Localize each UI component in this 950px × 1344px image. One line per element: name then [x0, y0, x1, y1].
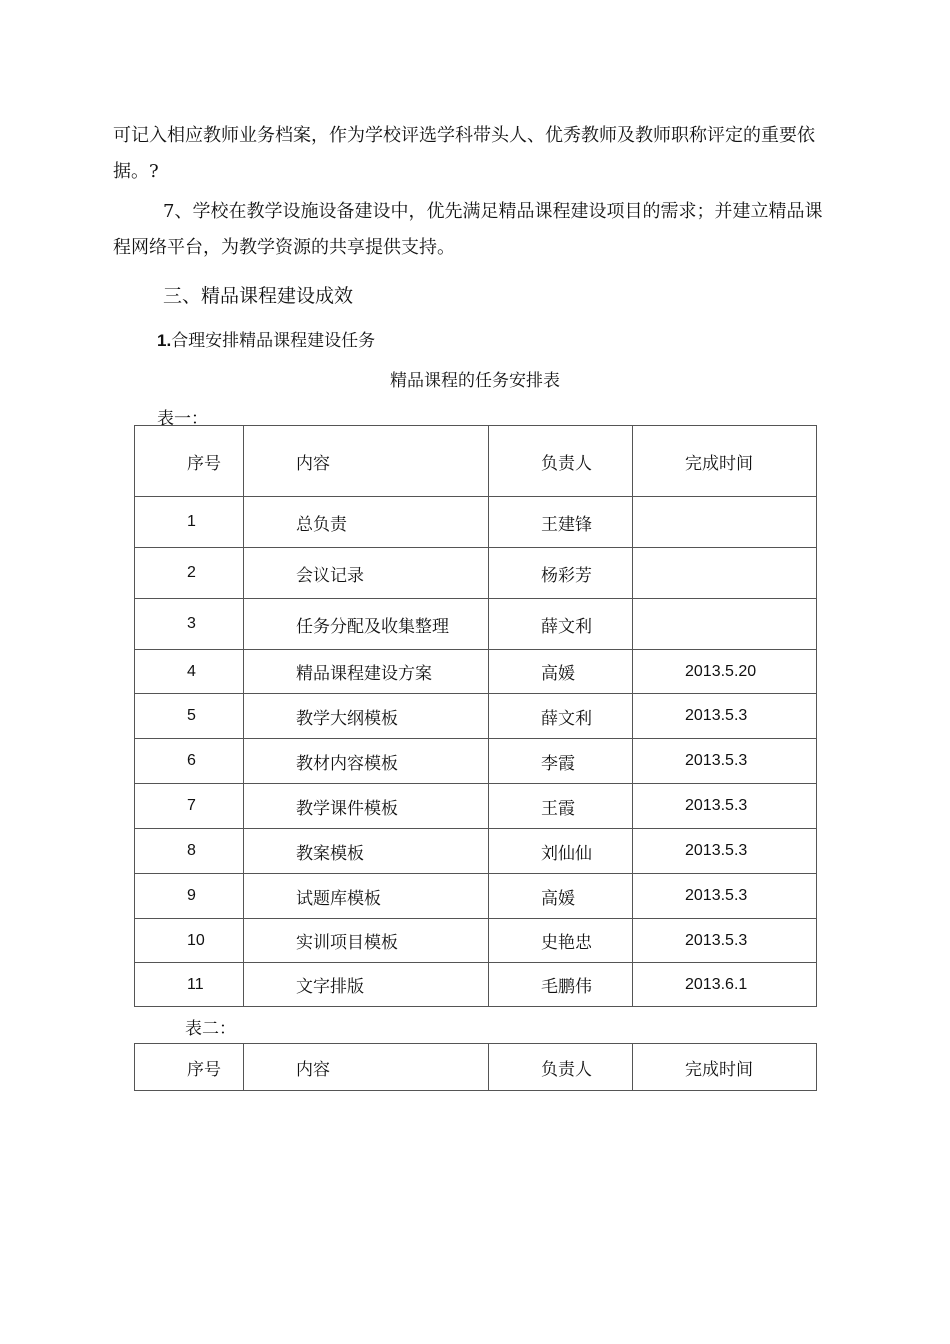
row-index-cell: 4 — [135, 650, 244, 694]
header-cell-index: 序号 — [135, 426, 244, 497]
row-index-cell: 7 — [135, 784, 244, 829]
row-content-cell: 试题库模板 — [244, 874, 489, 919]
table1-label: 表一： — [157, 409, 208, 429]
row-index-cell: 10 — [135, 919, 244, 963]
row-index-cell: 3 — [135, 599, 244, 650]
table-row — [135, 548, 817, 599]
row-index-cell: 9 — [135, 874, 244, 919]
row-content-cell: 实训项目模板 — [244, 919, 489, 963]
row-content-cell: 总负责 — [244, 497, 489, 548]
row-deadline-cell: 2013.5.3 — [633, 739, 817, 784]
table-header-row — [135, 426, 817, 497]
row-owner-cell: 王霞 — [489, 784, 633, 829]
table-caption: 精品课程的任务安排表 — [390, 371, 560, 391]
table-row — [135, 739, 817, 784]
row-index-cell: 6 — [135, 739, 244, 784]
row-content-cell: 教材内容模板 — [244, 739, 489, 784]
table-row — [135, 919, 817, 963]
table-row — [135, 650, 817, 694]
task-table-2 — [134, 1043, 817, 1091]
header-cell-index: 序号 — [135, 1044, 244, 1091]
row-owner-cell: 刘仙仙 — [489, 829, 633, 874]
row-content-cell: 会议记录 — [244, 548, 489, 599]
row-index-cell: 5 — [135, 694, 244, 739]
row-content-cell: 文字排版 — [244, 963, 489, 1007]
row-owner-cell: 高媛 — [489, 650, 633, 694]
row-index-cell: 2 — [135, 548, 244, 599]
table2-label: 表二： — [185, 1019, 236, 1039]
table-row — [135, 963, 817, 1007]
subheading-text: 合理安排精品课程建设任务 — [171, 331, 376, 351]
row-deadline-cell — [633, 497, 817, 548]
header-cell-content: 内容 — [244, 426, 489, 497]
table-header-row — [135, 1044, 817, 1091]
row-deadline-cell — [633, 548, 817, 599]
header-cell-deadline: 完成时间 — [633, 426, 817, 497]
table-row — [135, 694, 817, 739]
row-content-cell: 精品课程建设方案 — [244, 650, 489, 694]
row-index-cell: 8 — [135, 829, 244, 874]
row-owner-cell: 薛文利 — [489, 599, 633, 650]
row-deadline-cell: 2013.5.20 — [633, 650, 817, 694]
table-row — [135, 829, 817, 874]
header-cell-deadline: 完成时间 — [633, 1044, 817, 1091]
row-index-cell: 1 — [135, 497, 244, 548]
row-index-cell: 11 — [135, 963, 244, 1007]
subheading — [157, 326, 375, 351]
table-row — [135, 784, 817, 829]
row-content-cell: 教案模板 — [244, 829, 489, 874]
row-content-cell: 任务分配及收集整理 — [244, 599, 489, 650]
row-owner-cell: 史艳忠 — [489, 919, 633, 963]
row-deadline-cell — [633, 599, 817, 650]
table-row — [135, 874, 817, 919]
row-content-cell: 教学课件模板 — [244, 784, 489, 829]
row-owner-cell: 李霞 — [489, 739, 633, 784]
row-deadline-cell: 2013.5.3 — [633, 694, 817, 739]
section-heading: 三、精品课程建设成效 — [163, 285, 354, 307]
row-owner-cell: 王建锋 — [489, 497, 633, 548]
row-content-cell: 教学大纲模板 — [244, 694, 489, 739]
table-row — [135, 497, 817, 548]
row-owner-cell: 薛文利 — [489, 694, 633, 739]
paragraph-1: 可记入相应教师业务档案，作为学校评选学科带头人、优秀教师及教师职称评定的重要依据。? — [113, 125, 815, 182]
row-deadline-cell: 2013.6.1 — [633, 963, 817, 1007]
header-cell-owner: 负责人 — [489, 426, 633, 497]
row-owner-cell: 高媛 — [489, 874, 633, 919]
header-cell-owner: 负责人 — [489, 1044, 633, 1091]
task-table-1 — [134, 425, 817, 1007]
header-cell-content: 内容 — [244, 1044, 489, 1091]
table-row — [135, 599, 817, 650]
paragraph-2: 7、学校在教学设施设备建设中，优先满足精品课程建设项目的需求；并建立精品课程网络平台，为教学资源的共享提供支持。 — [113, 201, 823, 258]
row-deadline-cell: 2013.5.3 — [633, 784, 817, 829]
row-owner-cell: 杨彩芳 — [489, 548, 633, 599]
row-deadline-cell: 2013.5.3 — [633, 919, 817, 963]
row-deadline-cell: 2013.5.3 — [633, 874, 817, 919]
row-owner-cell: 毛鹏伟 — [489, 963, 633, 1007]
subheading-number: 1. — [157, 331, 172, 350]
row-deadline-cell: 2013.5.3 — [633, 829, 817, 874]
